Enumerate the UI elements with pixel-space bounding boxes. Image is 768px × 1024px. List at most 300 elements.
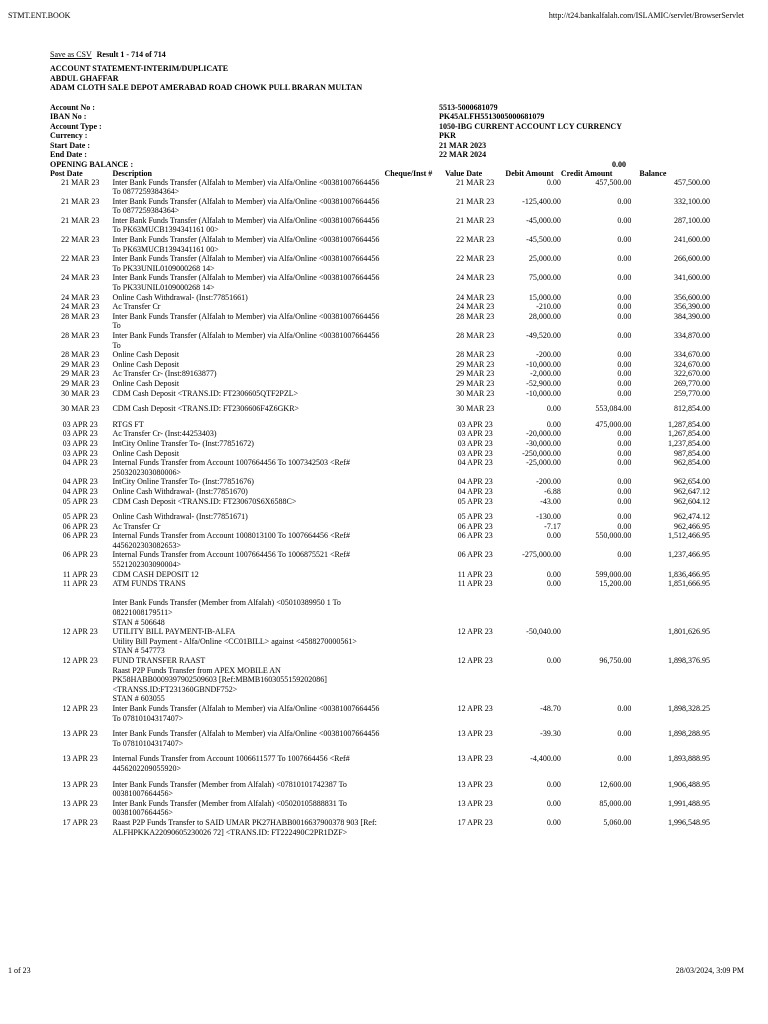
account-field-value: PK45ALFH5513005000681079 xyxy=(439,112,545,121)
result-bar xyxy=(50,50,710,64)
account-field-label: End Date : xyxy=(50,150,87,159)
cheque-cell xyxy=(385,487,445,497)
description-cell: Online Cash Withdrawal- (Inst:77851671) xyxy=(112,512,248,522)
table-row xyxy=(50,627,710,656)
credit-cell: 0.00 xyxy=(617,311,632,321)
credit-cell: 0.00 xyxy=(617,703,632,713)
table-header-row xyxy=(50,169,710,178)
debit-cell: 0.00 xyxy=(546,419,561,429)
cheque-cell xyxy=(385,497,445,507)
debit-cell: -48.70 xyxy=(540,703,561,713)
statement-sheet xyxy=(50,50,710,837)
post-date-cell: 24 MAR 23 xyxy=(61,292,100,302)
debit-cell: -10,000.00 xyxy=(526,388,561,398)
table-row xyxy=(50,398,710,414)
post-date-cell: 06 APR 23 xyxy=(62,531,98,541)
post-date-cell: 21 MAR 23 xyxy=(61,196,100,206)
post-date-cell: 22 MAR 23 xyxy=(61,235,100,245)
table-row xyxy=(50,235,710,254)
debit-cell: 25,000.00 xyxy=(528,254,561,264)
balance-cell: 332,100.00 xyxy=(674,196,710,206)
cheque-cell xyxy=(385,379,445,389)
post-date-cell: 24 MAR 23 xyxy=(61,273,100,283)
credit-cell: 550,000.00 xyxy=(595,531,632,541)
debit-cell: 0.00 xyxy=(546,817,561,827)
debit-cell: -39.30 xyxy=(540,729,561,739)
value-date-cell: 11 APR 23 xyxy=(457,579,493,589)
credit-cell: 0.00 xyxy=(617,196,632,206)
account-field-value: PKR xyxy=(439,131,456,140)
balance-cell: 259,770.00 xyxy=(674,388,710,398)
debit-cell: -200.00 xyxy=(536,350,561,360)
account-field-label: Account Type : xyxy=(50,121,102,131)
description-cell: Internal Funds Transfer from Account 1007664456 To 1007342503 <Ref# 2503202303080006> xyxy=(112,458,351,477)
post-date-cell: 28 MAR 23 xyxy=(61,350,100,360)
table-row xyxy=(50,497,710,507)
cheque-cell xyxy=(385,531,445,550)
table-row xyxy=(50,550,710,569)
table-row xyxy=(50,506,710,522)
cheque-cell xyxy=(385,312,445,331)
credit-cell: 0.00 xyxy=(617,235,632,245)
debit-cell: -130.00 xyxy=(536,512,561,522)
table-row xyxy=(50,429,710,439)
value-date-cell: 13 APR 23 xyxy=(457,754,493,764)
balance-cell: 269,770.00 xyxy=(674,378,710,388)
description-cell: Inter Bank Funds Transfer (Alfalah to Member) via Alfa/Online <00381007664456 To PK33UNIL0109000268 14> xyxy=(112,254,380,273)
table-row xyxy=(50,522,710,532)
credit-cell: 0.00 xyxy=(617,331,632,340)
account-field-value: 21 MAR 2023 xyxy=(439,140,487,150)
account-field-value: 5513-5000681079 xyxy=(439,102,498,112)
post-date-cell: 24 MAR 23 xyxy=(61,302,100,312)
value-date-cell: 29 MAR 23 xyxy=(456,369,495,379)
debit-cell: -125,400.00 xyxy=(522,196,561,206)
description-cell: CDM Cash Deposit <TRANS.ID: FT2306605QTF2PZL> xyxy=(112,388,299,398)
debit-cell: 0.00 xyxy=(546,569,561,579)
credit-cell: 0.00 xyxy=(617,477,632,487)
balance-cell: 266,600.00 xyxy=(674,254,710,264)
credit-cell: 0.00 xyxy=(617,512,632,522)
balance-cell: 962,474.12 xyxy=(674,512,710,522)
cheque-cell xyxy=(385,550,445,569)
account-details xyxy=(50,103,710,160)
description-cell: Online Cash Withdrawal- (Inst:77851661) xyxy=(112,292,248,302)
balance-cell: 1,237,854.00 xyxy=(668,438,710,448)
post-date-cell: 06 APR 23 xyxy=(62,550,98,560)
description-cell: Internal Funds Transfer from Account 1007664456 To 1006875521 <Ref# 5521202303090004> xyxy=(112,550,351,570)
cheque-cell xyxy=(385,216,445,235)
cheque-cell xyxy=(385,570,445,580)
post-date-cell: 04 APR 23 xyxy=(62,486,98,496)
balance-cell: 1,287,854.00 xyxy=(668,419,710,429)
balance-cell: 962,604.12 xyxy=(674,496,710,506)
col-debit: Debit Amount xyxy=(505,168,554,178)
post-date-cell: 13 APR 23 xyxy=(62,729,98,739)
value-date-cell: 13 APR 23 xyxy=(457,779,493,789)
browser-print-header xyxy=(0,0,768,20)
save-as-csv-link[interactable]: Save as CSV xyxy=(50,50,92,59)
account-field-value: 1050-IBG CURRENT ACCOUNT LCY CURRENCY xyxy=(439,121,622,131)
value-date-cell: 05 APR 23 xyxy=(457,512,493,522)
balance-cell: 1,898,288.95 xyxy=(668,729,710,739)
description-cell: IntCity Online Transfer To- (Inst:77851676) xyxy=(112,477,254,487)
value-date-cell: 03 APR 23 xyxy=(457,429,493,439)
opening-balance xyxy=(50,160,710,169)
credit-cell: 15,200.00 xyxy=(599,579,632,589)
description-cell: ATM FUNDS TRANS Inter Bank Funds Transfer (Member from Alfalah) <05010389950 1 To 08221008179511> STAN # 506648 xyxy=(112,579,341,627)
account-field-label: IBAN No : xyxy=(50,112,87,121)
post-date-cell: 21 MAR 23 xyxy=(61,177,100,187)
debit-cell: -4,400.00 xyxy=(530,754,561,764)
credit-cell: 85,000.00 xyxy=(599,798,632,808)
balance-cell: 356,600.00 xyxy=(674,292,710,302)
description-cell: RTGS FT xyxy=(112,419,144,429)
cheque-cell xyxy=(385,360,445,370)
credit-cell: 553,084.00 xyxy=(595,404,632,414)
value-date-cell: 21 MAR 23 xyxy=(456,215,495,225)
cheque-cell xyxy=(385,439,445,449)
cheque-cell xyxy=(385,748,445,773)
value-date-cell: 21 MAR 23 xyxy=(456,177,495,187)
post-date-cell: 03 APR 23 xyxy=(62,429,98,439)
cheque-cell xyxy=(385,398,445,414)
cheque-cell xyxy=(385,331,445,350)
value-date-cell: 22 MAR 23 xyxy=(456,235,495,245)
debit-cell: -10,000.00 xyxy=(526,359,561,369)
table-row xyxy=(50,487,710,497)
table-row xyxy=(50,723,710,748)
credit-cell: 0.00 xyxy=(617,254,632,264)
post-date-cell: 05 APR 23 xyxy=(62,512,98,522)
credit-cell: 96,750.00 xyxy=(599,656,632,665)
debit-cell: -45,000.00 xyxy=(526,215,561,225)
debit-cell: -52,900.00 xyxy=(526,378,561,388)
post-date-cell: 13 APR 23 xyxy=(62,798,98,808)
table-row xyxy=(50,704,710,723)
credit-cell: 457,500.00 xyxy=(595,177,632,187)
cheque-cell xyxy=(385,579,445,627)
cheque-cell xyxy=(385,178,445,197)
table-row xyxy=(50,748,710,773)
page-name: STMT.ENT.BOOK xyxy=(8,11,71,20)
debit-cell: 0.00 xyxy=(546,177,561,187)
table-row xyxy=(50,178,710,197)
balance-cell: 812,854.00 xyxy=(674,404,710,414)
balance-cell: 1,996,548.95 xyxy=(668,817,710,827)
post-date-cell: 11 APR 23 xyxy=(62,579,98,589)
post-date-cell: 04 APR 23 xyxy=(62,458,98,468)
value-date-cell: 30 MAR 23 xyxy=(456,404,495,414)
table-row xyxy=(50,216,710,235)
cheque-cell xyxy=(385,522,445,532)
description-cell: Inter Bank Funds Transfer (Member from Alfalah) <07810101742387 To 00381007664456> xyxy=(112,779,347,799)
post-date-cell: 12 APR 23 xyxy=(62,703,98,713)
post-date-cell: 12 APR 23 xyxy=(62,627,98,637)
table-row xyxy=(50,656,710,704)
cheque-cell xyxy=(385,818,445,837)
balance-cell: 962,466.95 xyxy=(674,521,710,531)
credit-cell: 0.00 xyxy=(617,378,632,388)
credit-cell: 5,060.00 xyxy=(603,817,632,827)
credit-cell: 0.00 xyxy=(617,359,632,369)
balance-cell: 334,670.00 xyxy=(674,350,710,360)
cheque-cell xyxy=(385,506,445,522)
transactions-table xyxy=(50,169,710,838)
balance-cell: 1,267,854.00 xyxy=(668,429,710,439)
debit-cell: -45,500.00 xyxy=(526,235,561,245)
cheque-cell xyxy=(385,254,445,273)
description-cell: Online Cash Withdrawal- (Inst:77851670) xyxy=(112,486,248,496)
value-date-cell: 13 APR 23 xyxy=(457,729,493,739)
table-row xyxy=(50,774,710,799)
table-row xyxy=(50,197,710,216)
credit-cell xyxy=(561,627,632,656)
table-row xyxy=(50,302,710,312)
post-date-cell: 03 APR 23 xyxy=(62,448,98,458)
balance-cell: 987,854.00 xyxy=(674,448,710,458)
print-datetime: 28/03/2024, 3:09 PM xyxy=(675,966,744,975)
table-row xyxy=(50,350,710,360)
value-date-cell: 03 APR 23 xyxy=(457,448,493,458)
description-cell: CDM Cash Deposit <TRANS.ID: FT230670S6X6588C> xyxy=(112,496,297,506)
balance-cell: 1,991,488.95 xyxy=(668,798,710,808)
cheque-cell xyxy=(385,369,445,379)
value-date-cell: 17 APR 23 xyxy=(457,817,493,827)
credit-cell: 0.00 xyxy=(617,429,632,439)
post-date-cell: 28 MAR 23 xyxy=(61,331,100,340)
customer-name: ABDUL GHAFFAR xyxy=(50,73,119,83)
post-date-cell: 13 APR 23 xyxy=(62,779,98,789)
debit-cell: 28,000.00 xyxy=(528,311,561,321)
debit-cell: 0.00 xyxy=(546,779,561,789)
credit-cell: 599,000.00 xyxy=(595,569,632,579)
table-row xyxy=(50,477,710,487)
debit-cell: 0.00 xyxy=(546,656,561,665)
cheque-cell xyxy=(385,656,445,704)
value-date-cell: 03 APR 23 xyxy=(457,438,493,448)
col-cheque: Cheque/Inst # xyxy=(384,168,433,178)
account-field-value: 22 MAR 2024 xyxy=(439,150,487,159)
credit-cell: 0.00 xyxy=(617,350,632,360)
cheque-cell xyxy=(385,293,445,303)
post-date-cell: 03 APR 23 xyxy=(62,438,98,448)
balance-cell: 1,906,488.95 xyxy=(668,779,710,789)
debit-cell: -2,000.00 xyxy=(530,369,561,379)
value-date-cell: 30 MAR 23 xyxy=(456,388,495,398)
value-date-cell: 11 APR 23 xyxy=(457,569,493,579)
table-row xyxy=(50,273,710,292)
description-cell: Ac Transfer Cr xyxy=(112,521,161,531)
credit-cell: 0.00 xyxy=(617,369,632,379)
post-date-cell: 04 APR 23 xyxy=(62,477,98,487)
opening-balance-value: 0.00 xyxy=(612,159,626,169)
account-field-label: Start Date : xyxy=(50,140,90,150)
post-date-cell: 29 MAR 23 xyxy=(61,378,100,388)
cheque-cell xyxy=(385,197,445,216)
table-row xyxy=(50,579,710,627)
credit-cell: 0.00 xyxy=(617,388,632,398)
credit-cell: 0.00 xyxy=(617,521,632,531)
debit-cell: 0.00 xyxy=(546,404,561,414)
balance-cell: 1,898,376.95 xyxy=(668,656,710,665)
balance-cell: 334,870.00 xyxy=(674,331,710,340)
table-row xyxy=(50,531,710,550)
description-cell: Internal Funds Transfer from Account 1008013100 To 1007664456 <Ref# 4456202303082653> xyxy=(112,531,351,550)
credit-cell: 0.00 xyxy=(617,754,632,764)
description-cell: Inter Bank Funds Transfer (Alfalah to Member) via Alfa/Online <00381007664456 To PK33UNIL0109000268 14> xyxy=(112,273,380,293)
value-date-cell: 28 MAR 23 xyxy=(456,331,495,340)
cheque-cell xyxy=(385,429,445,439)
debit-cell: -43.00 xyxy=(540,496,561,506)
cheque-cell xyxy=(385,799,445,818)
credit-cell: 0.00 xyxy=(617,458,632,468)
post-date-cell: 13 APR 23 xyxy=(62,754,98,764)
debit-cell: -50,040.00 xyxy=(526,627,561,637)
description-cell: IntCity Online Transfer To- (Inst:77851672) xyxy=(112,438,254,448)
post-date-cell: 22 MAR 23 xyxy=(61,254,100,264)
value-date-cell: 04 APR 23 xyxy=(457,486,493,496)
cheque-cell xyxy=(385,627,445,656)
debit-cell: 75,000.00 xyxy=(528,273,561,283)
balance-cell: 1,801,626.95 xyxy=(668,627,710,637)
balance-cell: 962,854.00 xyxy=(674,458,710,468)
description-cell: Inter Bank Funds Transfer (Alfalah to Member) via Alfa/Online <00381007664456 To 0877259384364> xyxy=(112,196,380,216)
balance-cell: 356,390.00 xyxy=(674,302,710,312)
credit-cell: 0.00 xyxy=(617,729,632,739)
debit-cell: -275,000.00 xyxy=(522,550,561,560)
balance-cell: 457,500.00 xyxy=(674,177,710,187)
table-row xyxy=(50,293,710,303)
cheque-cell xyxy=(385,389,445,399)
page-url: http://t24.bankalfalah.com/ISLAMIC/servlet/BrowserServlet xyxy=(548,11,744,20)
value-date-cell: 24 MAR 23 xyxy=(456,302,495,312)
value-date-cell: 22 MAR 23 xyxy=(456,254,495,264)
balance-cell: 1,851,666.95 xyxy=(668,579,710,589)
table-row xyxy=(50,389,710,399)
description-cell: UTILITY BILL PAYMENT-IB-ALFA Utility Bill Payment - Alfa/Online <CC01BILL> against <4588270000561> STAN # 547773 xyxy=(112,627,357,656)
debit-cell: -25,000.00 xyxy=(526,458,561,468)
debit-cell: 0.00 xyxy=(546,531,561,541)
cheque-cell xyxy=(385,723,445,748)
balance-cell: 324,670.00 xyxy=(674,359,710,369)
description-cell: CDM Cash Deposit <TRANS.ID: FT2306606F4Z6GKR> xyxy=(112,404,300,414)
balance-cell: 962,647.12 xyxy=(674,486,710,496)
cheque-cell xyxy=(385,477,445,487)
debit-cell: 15,000.00 xyxy=(528,292,561,302)
credit-cell: 0.00 xyxy=(617,302,632,312)
debit-cell: 0.00 xyxy=(546,798,561,808)
balance-cell: 384,390.00 xyxy=(674,311,710,321)
table-row xyxy=(50,799,710,818)
col-description: Description xyxy=(112,168,153,178)
table-row xyxy=(50,458,710,477)
balance-cell: 1,512,466.95 xyxy=(668,531,710,541)
value-date-cell: 28 MAR 23 xyxy=(456,350,495,360)
cheque-cell xyxy=(385,235,445,254)
table-row xyxy=(50,570,710,580)
table-row xyxy=(50,254,710,273)
description-cell: Ac Transfer Cr- (Inst:44253403) xyxy=(112,429,217,439)
value-date-cell: 29 MAR 23 xyxy=(456,378,495,388)
account-field-label: Currency : xyxy=(50,131,88,140)
result-count: Result 1 - 714 of 714 xyxy=(96,50,166,59)
cheque-cell xyxy=(385,273,445,292)
col-value-date: Value Date xyxy=(444,168,483,178)
post-date-cell: 03 APR 23 xyxy=(62,419,98,429)
cheque-cell xyxy=(385,458,445,477)
post-date-cell: 17 APR 23 xyxy=(62,817,98,827)
balance-cell: 1,898,328.25 xyxy=(668,703,710,713)
balance-cell: 341,600.00 xyxy=(674,273,710,283)
balance-cell: 241,600.00 xyxy=(674,235,710,245)
balance-cell: 1,893,888.95 xyxy=(668,754,710,764)
credit-cell: 475,000.00 xyxy=(595,419,632,429)
credit-cell: 0.00 xyxy=(617,550,632,560)
debit-cell: -6.88 xyxy=(544,486,561,496)
credit-cell: 0.00 xyxy=(617,215,632,225)
page-counter: 1 of 23 xyxy=(8,966,31,975)
value-date-cell: 12 APR 23 xyxy=(457,627,493,637)
post-date-cell: 12 APR 23 xyxy=(62,656,98,665)
account-field-label: Account No : xyxy=(50,102,95,112)
debit-cell: -200.00 xyxy=(536,477,561,487)
value-date-cell: 12 APR 23 xyxy=(457,656,493,665)
credit-cell: 0.00 xyxy=(617,438,632,448)
credit-cell: 0.00 xyxy=(617,496,632,506)
credit-cell: 0.00 xyxy=(617,486,632,496)
cheque-cell xyxy=(385,449,445,459)
credit-cell: 0.00 xyxy=(617,448,632,458)
value-date-cell: 04 APR 23 xyxy=(457,477,493,487)
table-row xyxy=(50,414,710,430)
value-date-cell: 06 APR 23 xyxy=(457,531,493,541)
description-cell: Online Cash Deposit xyxy=(112,359,180,369)
credit-cell: 12,600.00 xyxy=(599,779,632,789)
customer-address: ADAM CLOTH SALE DEPOT AMERABAD ROAD CHOWK PULL BRARAN MULTAN xyxy=(50,83,363,92)
description-cell: Inter Bank Funds Transfer (Alfalah to Member) via Alfa/Online <00381007664456 To xyxy=(112,331,380,350)
description-cell: Ac Transfer Cr- (Inst:89163877) xyxy=(112,369,217,379)
credit-cell: 0.00 xyxy=(617,292,632,302)
cheque-cell xyxy=(385,414,445,430)
table-row xyxy=(50,449,710,459)
balance-cell: 322,670.00 xyxy=(674,369,710,379)
value-date-cell: 06 APR 23 xyxy=(457,550,493,560)
table-row xyxy=(50,818,710,837)
post-date-cell: 21 MAR 23 xyxy=(61,215,100,225)
table-row xyxy=(50,369,710,379)
value-date-cell: 24 MAR 23 xyxy=(456,292,495,302)
col-credit: Credit Amount xyxy=(560,168,613,178)
post-date-cell: 05 APR 23 xyxy=(62,496,98,506)
description-cell: Ac Transfer Cr xyxy=(112,302,161,312)
value-date-cell: 03 APR 23 xyxy=(457,419,493,429)
balance-cell: 287,100.00 xyxy=(674,215,710,225)
cheque-cell xyxy=(385,302,445,312)
value-date-cell: 04 APR 23 xyxy=(457,458,493,468)
description-cell: Raast P2P Funds Transfer to SAID UMAR PK27HABB0016637900378 903 [Ref: ALFHPKKA22090605230026 72] <TRANS.ID: FT222490C2PR1DZF> xyxy=(112,817,377,837)
post-date-cell: 29 MAR 23 xyxy=(61,359,100,369)
col-post-date: Post Date xyxy=(50,168,83,178)
debit-cell: -30,000.00 xyxy=(526,438,561,448)
cheque-cell xyxy=(385,704,445,723)
value-date-cell: 06 APR 23 xyxy=(457,521,493,531)
description-cell: Online Cash Deposit xyxy=(112,448,180,458)
description-cell: Inter Bank Funds Transfer (Alfalah to Member) via Alfa/Online <00381007664456 To 07810104317407> xyxy=(112,729,380,748)
debit-cell: -20,000.00 xyxy=(526,429,561,439)
post-date-cell: 30 MAR 23 xyxy=(61,388,100,398)
description-cell: Internal Funds Transfer from Account 1006611577 To 1007664456 <Ref# 4456202209055920> xyxy=(112,754,350,773)
